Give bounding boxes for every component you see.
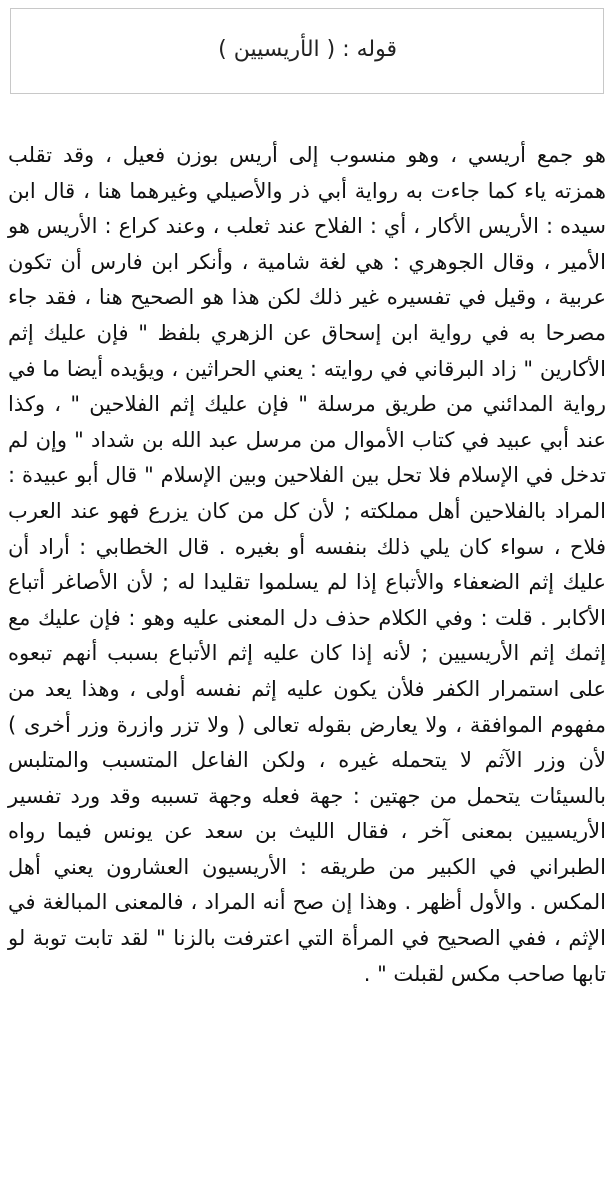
commentary-paragraph: هو جمع أريسي ، وهو منسوب إلى أريس بوزن فعيل ، وقد تقلب همزته ياء كما جاءت به رواية أبي ذر والأصيلي وغيرهما هنا ، قال ابن سيده : الأريس الأكار ، أي : الفلاح عند ثعلب ، وعند كراع : الأريس هو الأمير ، وقال الجوهري : هي لغة شامية ، وأنكر ابن فارس أن تكون عربية ، وقيل في تفسيره غير ذلك لكن هذا هو الصحيح هنا ، فقد جاء مصرحا به في رواية ابن إسحاق عن الزهري بلفظ " فإن عليك إثم الأكارين " زاد البرقاني في روايته : يعني الحراثين ، ويؤيده أيضا ما في رواية المدائني من طريق مرسلة " فإن عليك إثم الفلاحين " ، وكذا عند أبي عبيد في كتاب الأموال من مرسل عبد الله بن شداد " وإن لم تدخل في الإسلام فلا تحل بين الفلاحين وبين الإسلام " قال أبو عبيدة : المراد بالفلاحين أهل مملكته ; لأن كل من كان يزرع فهو عند العرب فلاح ، سواء كان يلي ذلك بنفسه أو بغيره . قال الخطابي : أراد أن عليك إثم الضعفاء والأتباع إذا لم يسلموا تقليدا له ; لأن الأصاغر أتباع الأكابر . قلت : وفي الكلام حذف دل المعنى عليه وهو : فإن عليك مع إثمك إثم الأريسيين ; لأنه إذا كان عليه إثم الأتباع بسبب أنهم تبعوه على استمرار الكفر فلأن يكون عليه إثم نفسه أولى ، وهذا يعد من مفهوم الموافقة ، ولا يعارض بقوله تعالى ( ولا تزر وازرة وزر أخرى ) لأن وزر الآثم لا يتحمله غيره ، ولكن الفاعل المتسبب والمتلبس بالسيئات يتحمل من جهتين : جهة فعله وجهة تسببه وقد ورد تفسير الأريسيين بمعنى آخر ، فقال الليث بن سعد عن يونس فيما رواه الطبراني في الكبير من طريقه : الأريسيون العشارون يعني أهل المكس . والأول أظهر . وهذا إن صح أنه المراد ، فالمعنى المبالغة في الإثم ، ففي الصحيح في المرأة التي اعترفت بالزنا " لقد تابت توبة لو تابها صاحب مكس لقبلت " . [8,143,606,986]
heading-title: قوله : ( الأريسيين ) [218,37,397,62]
heading-box [10,8,604,94]
